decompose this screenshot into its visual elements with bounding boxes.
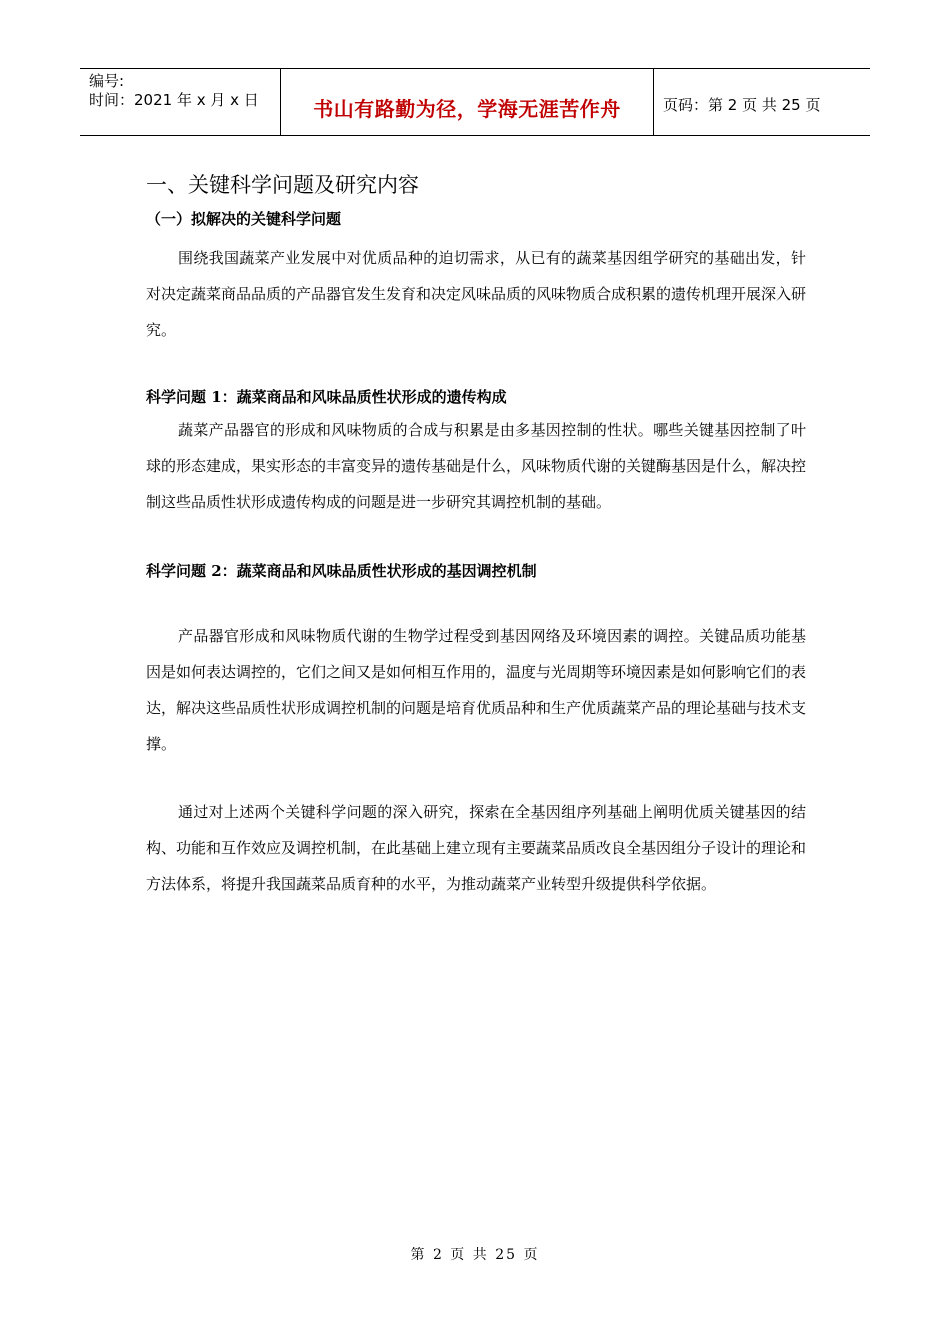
serial-label: 编号: [89,72,125,90]
page-code: 页码：第 2 页 共 25 页 [663,96,821,114]
question-2-paragraph: 产品器官形成和风味物质代谢的生物学过程受到基因网络及环境因素的调控。关键品质功能基因是如何表达调控的，它们之间又是如何相互作用的，温度与光周期等环境因素是如何影响它们的表达，解决这些品质性状形成调控机制的问题是培育优质品种和生产优质蔬菜产品的理论基础与技术支撑。 [146,627,807,753]
time-label: 时间：2021 年 x 月 x 日 [89,91,259,109]
question-2-title: 科学问题 2：蔬菜商品和风味品质性状形成的基因调控机制 [146,562,537,580]
page-footer: 第 2 页 共 25 页 [410,1247,540,1263]
page-header [80,68,870,136]
header-right-cell [654,69,870,135]
document-body [146,168,806,902]
subsection-title: （一）拟解决的关键科学问题 [146,210,342,228]
header-left-cell [80,69,281,135]
header-middle-cell [281,69,654,135]
conclusion-paragraph: 通过对上述两个关键科学问题的深入研究，探索在全基因组序列基础上阐明优质关键基因的结构、功能和互作效应及调控机制，在此基础上建立现有主要蔬菜品质改良全基因组分子设计的理论和方法体系，将提升我国蔬菜品质育种的水平，为推动蔬菜产业转型升级提供科学依据。 [146,803,807,893]
question-1-title: 科学问题 1：蔬菜商品和风味品质性状形成的遗传构成 [146,388,507,406]
question-1-paragraph: 蔬菜产品器官的形成和风味物质的合成与积累是由多基因控制的性状。哪些关键基因控制了叶球的形态建成，果实形态的丰富变异的遗传基础是什么，风味物质代谢的关键酶基因是什么，解决控制这些品质性状形成遗传构成的问题是进一步研究其调控机制的基础。 [146,421,807,511]
section-title: 一、关键科学问题及研究内容 [146,173,419,197]
motto-text: 书山有路勤为径，学海无涯苦作舟 [313,97,621,121]
intro-paragraph: 围绕我国蔬菜产业发展中对优质品种的迫切需求，从已有的蔬菜基因组学研究的基础出发，针对决定蔬菜商品品质的产品器官发生发育和决定风味品质的风味物质合成积累的遗传机理开展深入研究。 [146,249,807,339]
